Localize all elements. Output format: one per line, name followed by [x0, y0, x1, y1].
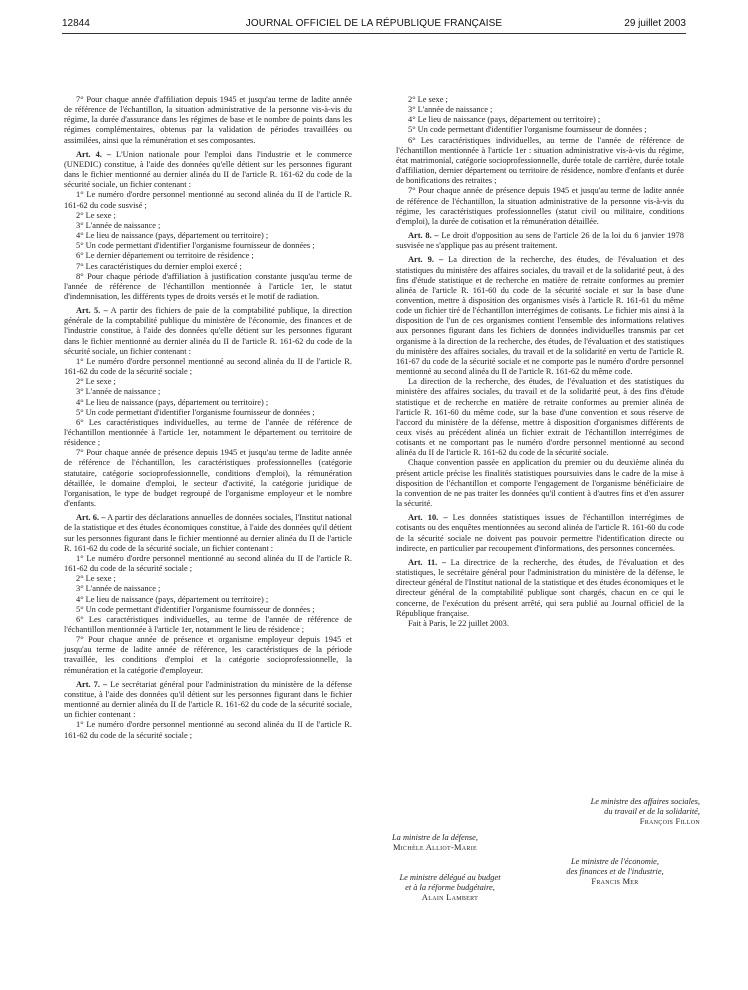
- paragraph-text: L'Union nationale pour l'emploi dans l'industrie et le commerce (UNEDIC) constitue, à l'aide des données qu'elle détient sur les personnes figurant dans le fichier mentionné au dernier alinéa du II de l'article R. 161-62 du code de la sécurité sociale, un fichier contenant :: [64, 149, 352, 190]
- signature-role: Le ministre des affaires sociales,: [590, 797, 700, 806]
- article-paragraph: [64, 513, 352, 554]
- signature-role: Le ministre de l'économie,: [570, 857, 659, 866]
- paragraph: [64, 605, 352, 615]
- paragraph-text: 7° Pour chaque année de présence depuis 1945 et jusqu'au terme de ladite année de référence de l'échantillon, la situation administrative de la personne vis-à-vis du régime, les caractéristiques professionnelles (statut civil ou militaire, conditions d'emploi), la durée de cotisation et la rémunération détaillée.: [396, 186, 684, 226]
- paragraph-text: 3° L'année de naissance ;: [76, 220, 161, 230]
- signature-role: La ministre de la défense,: [392, 833, 478, 842]
- paragraph: [396, 186, 684, 227]
- paragraph-text: 7° Les caractéristiques du dernier emploi exercé ;: [76, 261, 242, 271]
- paragraph: [64, 720, 352, 740]
- paragraph: [396, 377, 684, 458]
- paragraph-text: 6° Les caractéristiques individuelles, au terme de l'année de référence de l'échantillon mentionnée à l'article 1er, notamment le département ou territoire de résidence ;: [64, 417, 352, 448]
- signature-role: du travail et de la solidarité,: [604, 807, 700, 816]
- signature-name: Alain Lambert: [421, 893, 479, 902]
- paragraph: [64, 251, 352, 261]
- right-column: [396, 95, 684, 629]
- signature-role: Le ministre délégué au budget: [399, 873, 501, 882]
- fait-a-paris: Fait à Paris, le 22 juillet 2003.: [408, 618, 509, 628]
- paragraph: [64, 448, 352, 509]
- article-number: Art. 8. –: [408, 231, 439, 241]
- article-number: Art. 10. –: [408, 513, 448, 523]
- paragraph-text: 4° Le lieu de naissance (pays, département ou territoire) ;: [76, 231, 269, 241]
- paragraph: [64, 241, 352, 251]
- page-header: [62, 18, 686, 32]
- paragraph-text: La direction de la recherche, des études, de l'évaluation et des statistiques du ministère des affaires sociales, du travail et de la solidarité peut, à des fins d'étude statistique et de recherche en matière de retraite conformes au premier alinéa de l'article R. 161-60 du code de la sécurité sociale et sur la base d'une convention, mettre à disposition des organismes visés à l'article R. 161-61 du même code un fichier tiré de l'échantillon interrégimes de cotisants. Le fichier mis ainsi à la disposition de l'un de ces organismes contient l'ensemble des informations relatives aux personnes figurant dans les fichiers de données individuelles transmis par cet organisme à la direction de la recherche, des études, de l'évaluation et des statistiques du ministère des affaires sociales, du travail et de la solidarité en vertu de l'article R. 161-67 du code de la sécurité sociale et ne comporte pas le numéro d'ordre personnel mentionné au second alinéa du II de l'article R. 161-62 du même code.: [396, 255, 684, 377]
- paragraph: [64, 574, 352, 584]
- paragraph-text: 3° L'année de naissance ;: [408, 105, 493, 115]
- article-number: Art. 11. –: [408, 557, 447, 567]
- signature-economie: [540, 857, 690, 887]
- paragraph-text: 3° L'année de naissance ;: [76, 584, 161, 594]
- paragraph-text: 5° Un code permettant d'identifier l'organisme fournisseur de données ;: [76, 407, 315, 417]
- paragraph-text: Le droit d'opposition au sens de l'article 26 de la loi du 6 janvier 1978 susvisée ne s'applique pas au présent traitement.: [396, 231, 684, 251]
- paragraph-text: La direction de la recherche, des études, de l'évaluation et des statistiques du ministère des affaires sociales, du travail et de la solidarité peut, à des fins d'étude statistique et de recherche en matière de retraite conformes au premier alinéa de l'article R. 161-60 du même code, sur la base d'une convention et sous réserve de l'accord du ministère de la défense, mettre à disposition d'organismes différents de ceux visés au précédent alinéa un fichier extrait de l'échantillon interrégimes de cotisants et ne comportant pas le numéro d'ordre personnel mentionné au second alinéa du II de l'article R. 161-62 du code de la sécurité sociale.: [396, 377, 684, 458]
- article-paragraph: [396, 255, 684, 377]
- paragraph-text: Chaque convention passée en application du premier ou du deuxième alinéa du présent article précise les finalités statistiques poursuivies dans le cadre de la mise à disposition de l'échantillon et comporte l'engagement de l'organisme bénéficiaire de la convention de ne pas traiter les données qu'il contient à d'autres fins et d'en assurer la sécurité.: [396, 458, 684, 509]
- signature-name: Michèle Alliot-Marie: [392, 843, 477, 852]
- paragraph-text: 7° Pour chaque année d'affiliation depuis 1945 et jusqu'au terme de ladite année de référence de l'échantillon, la situation administrative de la personne vis-à-vis du régime, la durée d'assurance dans les régimes de base et le nombre de points dans les régimes complémentaires, obtenus par la validation de périodes travaillées ou assimilées, ainsi que la rémunération et ses composantes.: [64, 95, 352, 145]
- paragraph: [64, 190, 352, 210]
- paragraph: [396, 125, 684, 135]
- paragraph-text: Les données statistiques issues de l'échantillon interrégimes de cotisants ou des enquêtes mentionnées au second alinéa de l'article R. 161-60 du code de la sécurité sociale ne doivent pas pouvoir permettre l'identification directe ou indirecte, en particulier par recoupement d'informations, des personnes concernées.: [396, 513, 684, 553]
- paragraph: [64, 615, 352, 635]
- paragraph-text: 8° Pour chaque période d'affiliation à justification constante jusqu'au terme de l'année de référence de l'échantillon mentionnée à l'article 1er, le statut d'indemnisation, les différents types de droits versés et le motif de radiation.: [64, 271, 352, 301]
- paragraph-text: 1° Le numéro d'ordre personnel mentionné au second alinéa du II de l'article R. 161-62 du code de la sécurité sociale ;: [64, 356, 352, 377]
- article-number: Art. 9. –: [408, 255, 444, 265]
- paragraph: [64, 418, 352, 448]
- paragraph: [396, 458, 684, 509]
- paragraph-text: 5° Un code permettant d'identifier l'organisme fournisseur de données ;: [76, 241, 315, 251]
- paragraph-text: 6° Le dernier département ou territoire de résidence ;: [76, 251, 254, 261]
- paragraph: [64, 554, 352, 574]
- paragraph: [64, 211, 352, 221]
- paragraph-text: 2° Le sexe ;: [76, 574, 116, 584]
- header-rule: [62, 33, 686, 34]
- paragraph: [64, 387, 352, 397]
- paragraph-text: 1° Le numéro d'ordre personnel mentionné au second alinéa du II de l'article R. 161-62 du code de la sécurité sociale ;: [64, 553, 352, 574]
- paragraph-text: 2° Le sexe ;: [76, 210, 116, 220]
- paragraph-text: La directrice de la recherche, des études, de l'évaluation et des statistiques, le secrétaire général pour l'administration du ministère de la défense, le directeur général de l'Institut national de la statistique et des études économiques et le directeur général de la comptabilité publique sont chargés, chacun en ce qui le concerne, de l'exécution du présent arrêté, qui sera publié au Journal officiel de la République française.: [396, 557, 685, 618]
- paragraph-text: 4° Le lieu de naissance (pays, département ou territoire) ;: [76, 397, 269, 407]
- paragraph: [64, 635, 352, 676]
- paragraph-text: 1° Le numéro d'ordre personnel mentionné au second alinéa du II de l'article R. 161-62 du code de la sécurité sociale ;: [64, 720, 352, 740]
- article-paragraph: [64, 306, 352, 357]
- publication-date: 29 juillet 2003: [624, 18, 686, 29]
- paragraph: [64, 398, 352, 408]
- paragraph: [64, 262, 352, 272]
- paragraph: [64, 221, 352, 231]
- article-paragraph: [396, 513, 684, 554]
- paragraph-text: 4° Le lieu de naissance (pays, département ou territoire) ;: [408, 115, 601, 125]
- signature-role: et à la réforme budgétaire,: [405, 883, 495, 892]
- article-paragraph: [64, 680, 352, 721]
- article-paragraph: [64, 150, 352, 191]
- journal-title: JOURNAL OFFICIEL DE LA RÉPUBLIQUE FRANÇAISE: [245, 18, 503, 29]
- paragraph: [64, 377, 352, 387]
- signature-name: François Fillon: [639, 817, 700, 826]
- paragraph-text: 5° Un code permettant d'identifier l'organisme fournisseur de données ;: [408, 125, 647, 135]
- article-number: Art. 6. –: [76, 513, 106, 523]
- signature-defense: [380, 833, 490, 853]
- paragraph: [396, 95, 684, 105]
- paragraph-text: 6° Les caractéristiques individuelles, au terme de l'année de référence de l'échantillon mentionnée à l'article 1er, notamment le lieu de résidence ;: [64, 614, 352, 634]
- paragraph: [64, 231, 352, 241]
- article-number: Art. 5. –: [76, 306, 108, 316]
- page-number: 12844: [62, 18, 90, 29]
- signature-budget: [380, 873, 520, 903]
- paragraph: [64, 95, 352, 146]
- right-column-body: [396, 95, 684, 619]
- signature-role: des finances et de l'industrie,: [566, 867, 664, 876]
- article-number: Art. 4. –: [76, 149, 112, 159]
- paragraph: [396, 105, 684, 115]
- paragraph-text: 1° Le numéro d'ordre personnel mentionné au second alinéa du II de l'article R. 161-62 du code susvisé ;: [64, 190, 352, 210]
- left-column: [64, 95, 352, 741]
- paragraph: [64, 357, 352, 377]
- paragraph: [64, 595, 352, 605]
- paragraph-text: 3° L'année de naissance ;: [76, 387, 161, 397]
- signature-affaires-sociales: [480, 797, 700, 827]
- paragraph: [396, 136, 684, 187]
- article-paragraph: [396, 231, 684, 251]
- paragraph-text: 7° Pour chaque année de présence et organisme employeur depuis 1945 et jusqu'au terme de ladite année de référence, les caractéristiques de la période travaillée, les conditions d'emploi et la catégorie socioprofessionnelle, la rémunération et la catégorie d'employeur.: [64, 635, 352, 675]
- article-paragraph: [396, 558, 684, 619]
- paragraph: [64, 272, 352, 302]
- paragraph-text: A partir des fichiers de paie de la comptabilité publique, la direction générale de la comptabilité publique du ministère de l'économie, des finances et de l'industrie constitue, à l'aide des données qu'elle détient sur les personnes figurant dans le fichier mentionné au dernier alinéa du II de l'article R. 161-62 du code de la sécurité sociale, un fichier contenant :: [64, 306, 352, 356]
- paragraph-text: 2° Le sexe ;: [408, 95, 448, 104]
- paragraph-text: 5° Un code permettant d'identifier l'organisme fournisseur de données ;: [76, 604, 315, 614]
- paragraph-text: 4° Le lieu de naissance (pays, département ou territoire) ;: [76, 594, 269, 604]
- paragraph-text: 6° Les caractéristiques individuelles, au terme de l'année de référence de l'échantillon mentionnée à l'article 1er : situation administrative vis-à-vis du régime, état matrimonial, catégorie socioprofessionnelle, durée totale de carrière, durée totale d'affiliation, dernier département ou territoire de résidence, nombre d'enfants et durée de bonifications des retraites ;: [396, 135, 684, 186]
- paragraph: [64, 408, 352, 418]
- paragraph-text: 7° Pour chaque année de présence depuis 1945 et jusqu'au terme de ladite année de référence de l'échantillon, les caractéristiques professionnelles (catégorie statutaire, catégorie socioprofessionnelle, conditions d'emploi), la rémunération détaillée, le domaine d'emploi, le secteur d'activité, la catégorie juridique de l'organisation, le type de budget regroupé de l'organisme employeur et le nombre d'enfants.: [64, 448, 352, 509]
- paragraph: [64, 584, 352, 594]
- article-number: Art. 7. –: [76, 679, 108, 689]
- paragraph-text: A partir des déclarations annuelles de données sociales, l'Institut national de la statistique et des études économiques constitue, à l'aide des données qu'il détient sur les personnes figurant dans le fichier mentionné au dernier alinéa du II de l'article R. 161-62 du code de la sécurité sociale, un fichier contenant :: [64, 513, 352, 553]
- paragraph: [396, 115, 684, 125]
- paragraph-text: 2° Le sexe ;: [76, 377, 116, 387]
- signature-name: Francis Mer: [591, 877, 639, 886]
- paragraph-text: Le secrétariat général pour l'administration du ministère de la défense constitue, à l'aide des données qu'il détient sur les personnes figurant dans le fichier mentionné au dernier alinéa du II de l'article R. 161-62 du code de la sécurité sociale, un fichier contenant :: [64, 679, 352, 720]
